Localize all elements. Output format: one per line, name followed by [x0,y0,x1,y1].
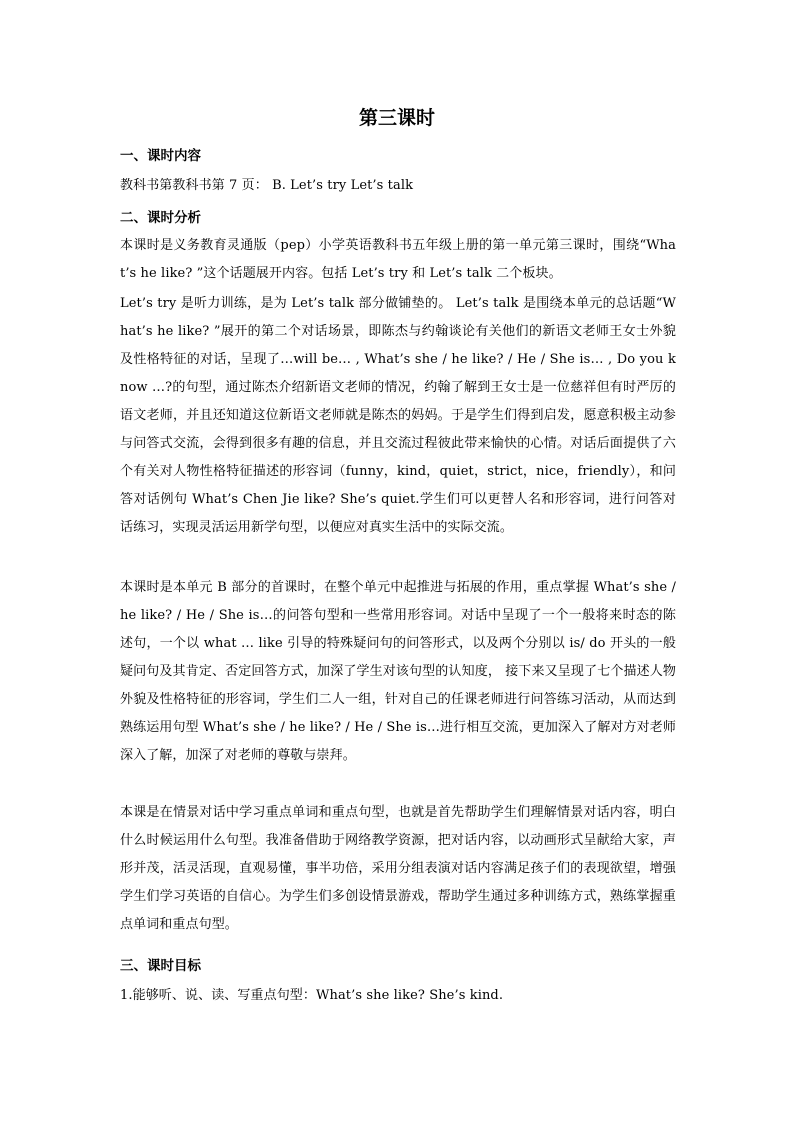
page-title: 第三课时 [358,107,435,129]
objective-item-1: 1.能够听、说、读、写重点句型：What’s she like? She’s kind. [120,988,504,1003]
analysis-paragraph-2: Let’s try 是听力训练，是为 Let’s talk 部分做铺垫的。 Let’s talk 是围绕本单元的总话题“What’s he like? ”展开的第二个对话场景，即陈杰与约翰谈论有关他们的新语文老师王女士外貌及性格特征的对话，呈现了…will be… , What’s she / he like? / He / She is… , Do you know …?的句型，通过陈杰介绍新语文老师的情况，约翰了解到王女士是一位慈祥但有时严厉的语文老师，并且还知道这位新语文老师就是陈杰的妈妈。于是学生们得到启发，愿意积极主动参与问答式交流，会得到很多有趣的信息，并且交流过程彼此带来愉快的心情。对话后面提供了六个有关对人物性格特征描述的形容词（funny，kind，quiet，strict，nice，friendly），和问答对话例句 What’s Chen Jie like? She’s quiet.学生们可以更替人名和形容词，进行问答对话练习，实现灵活运用新学句型，以便应对真实生活中的实际交流。 [120,296,676,535]
analysis-paragraph-4: 本课是在情景对话中学习重点单词和重点句型，也就是首先帮助学生们理解情景对话内容，明白什么时候运用什么句型。我准备借助于网络教学资源，把对话内容，以动画形式呈献给大家，声形并茂，活灵活现，直观易懂，事半功倍，采用分组表演对话内容满足孩子们的表现欲望，增强学生们学习英语的自信心。为学生们多创设情景游戏，帮助学生通过多种训练方式，熟练掌握重点单词和重点句型。 [120,805,676,932]
analysis-paragraph-1: 本课时是义务教育灵通版（pep）小学英语教科书五年级上册的第一单元第三课时，围绕“What’s he like? ”这个话题展开内容。包括 Let’s try 和 Let’s talk 二个板块。 [120,238,676,281]
section-heading-analysis: 二、课时分析 [120,210,201,226]
section-heading-objectives: 三、课时目标 [120,958,201,974]
section-heading-content: 一、课时内容 [120,148,201,164]
analysis-paragraph-3: 本课时是本单元 B 部分的首课时，在整个单元中起推进与拓展的作用，重点掌握 What’s she / he like? / He / She is…的问答句型和一些常用形容词。对话中呈现了一个一般将来时态的陈述句，一个以 what … like 引导的特殊疑问句的问答形式，以及两个分别以 is/ do 开头的一般疑问句及其肯定、否定回答方式，加深了学生对该句型的认知度， 接下来又呈现了七个描述人物外貌及性格特征的形容词，学生们二人一组，针对自己的任课老师进行问答练习活动，从而达到熟练运用句型 What’s she / he like? / He / She is…进行相互交流，更加深入了解对方对老师深入了解，加深了对老师的尊敬与崇拜。 [120,580,676,763]
content-paragraph: 教科书第教科书第 7 页： B. Let’s try Let’s talk [120,178,414,193]
